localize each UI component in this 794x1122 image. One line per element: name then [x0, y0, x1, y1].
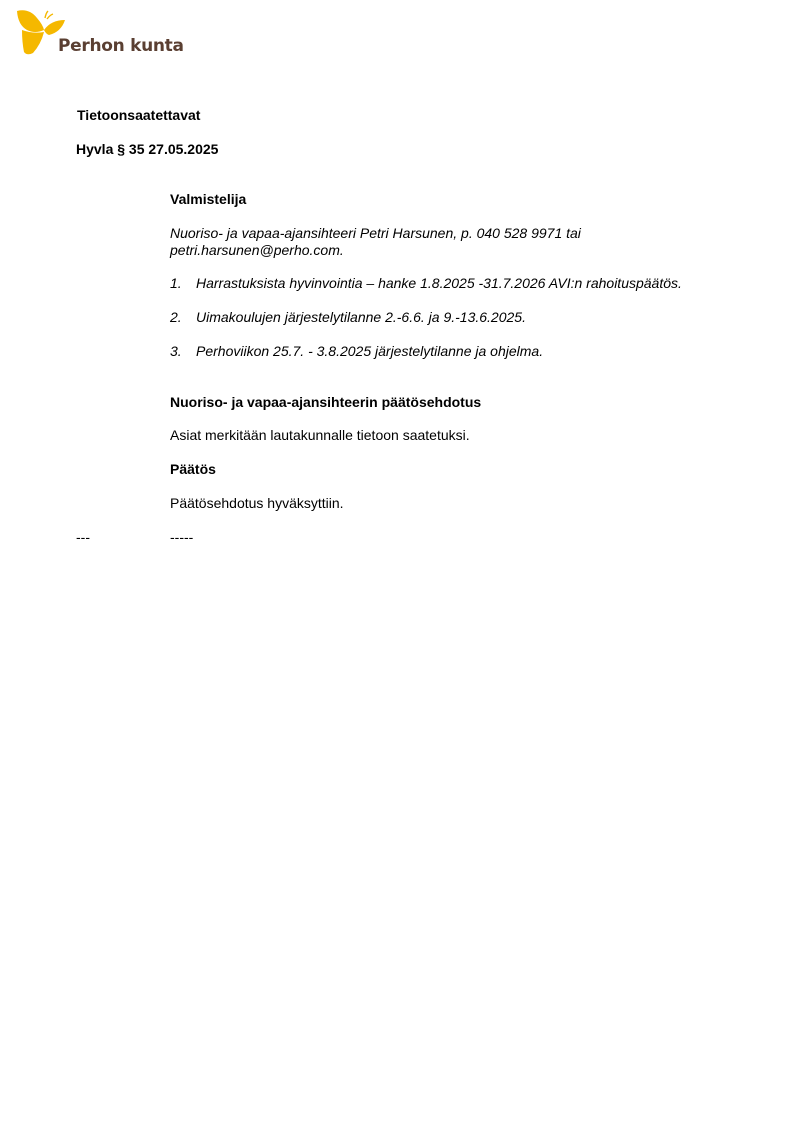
list-item-number: 3. — [170, 343, 182, 359]
list-item-text: Harrastuksista hyvinvointia – hanke 1.8.2025 -31.7.2026 AVI:n rahoituspäätös. — [196, 275, 682, 291]
decision-text: Päätösehdotus hyväksyttiin. — [170, 495, 344, 511]
perhon-kunta-logo — [15, 8, 185, 60]
list-item-number: 1. — [170, 275, 182, 291]
decision-heading: Päätös — [170, 461, 216, 477]
preparer-heading: Valmistelija — [170, 191, 247, 207]
preparer-contact-line1: Nuoriso- ja vapaa-ajansihteeri Petri Harsunen, p. 040 528 9971 tai — [170, 225, 581, 241]
logo-text: Perhon kunta — [58, 36, 184, 56]
end-mark-right: ----- — [170, 529, 194, 545]
proposal-heading: Nuoriso- ja vapaa-ajansihteerin päätösehdotus — [170, 394, 482, 410]
section-title: Tietoonsaatettavat — [77, 107, 201, 123]
meeting-reference: Hyvla § 35 27.05.2025 — [76, 141, 219, 157]
list-item-text: Uimakoulujen järjestelytilanne 2.-6.6. ja 9.-13.6.2025. — [196, 309, 526, 325]
list-item-text: Perhoviikon 25.7. - 3.8.2025 järjestelytilanne ja ohjelma. — [196, 343, 544, 359]
proposal-text: Asiat merkitään lautakunnalle tietoon saatetuksi. — [170, 427, 470, 443]
list-item-number: 2. — [170, 309, 182, 325]
end-mark-left: --- — [76, 529, 90, 545]
preparer-contact-email: petri.harsunen@perho.com. — [170, 242, 344, 258]
